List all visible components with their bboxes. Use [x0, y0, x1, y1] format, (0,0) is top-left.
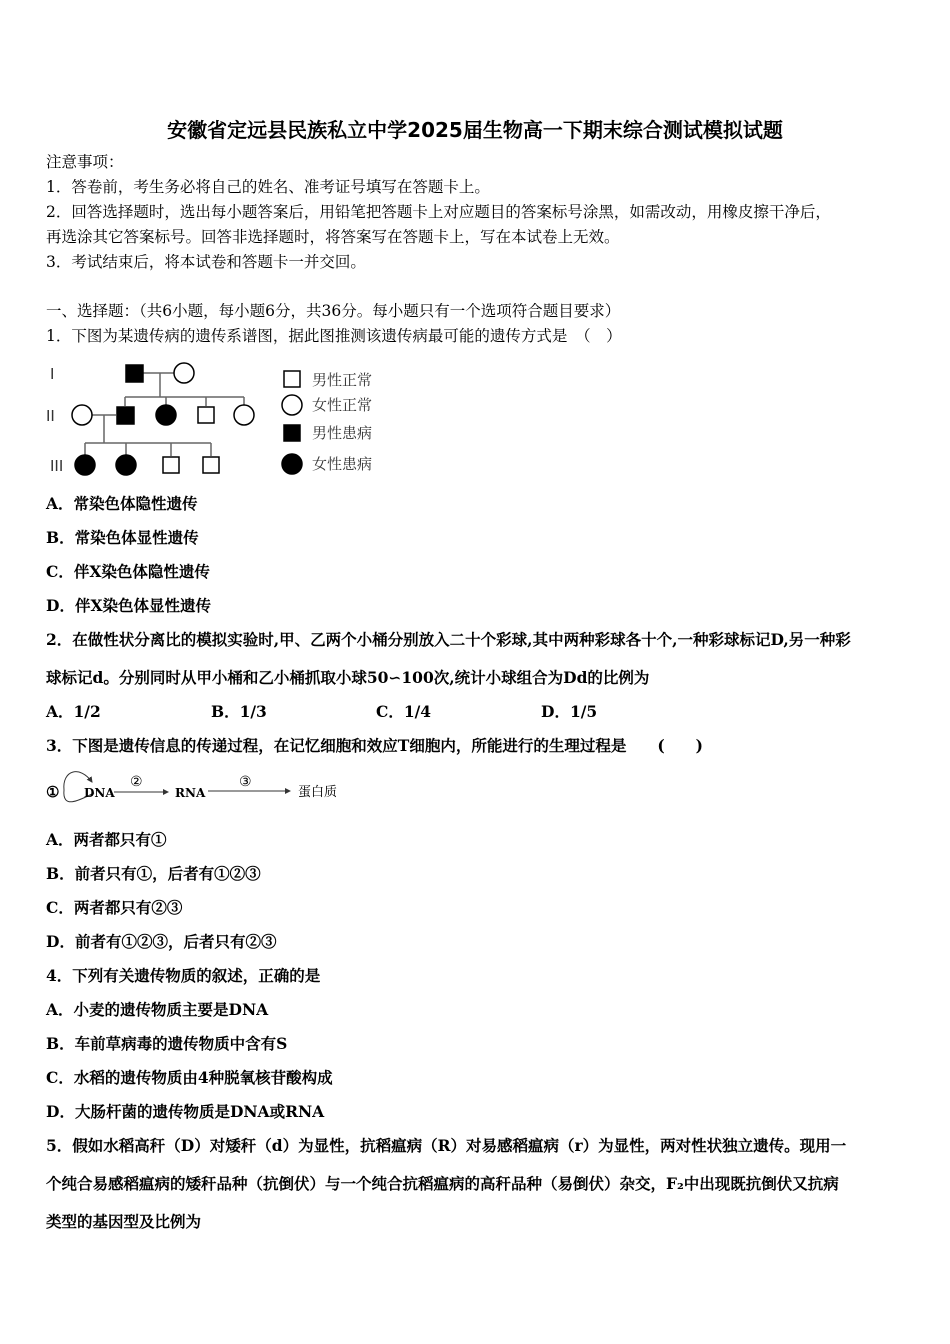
- legend-label: 男性患病: [312, 424, 373, 442]
- legend-label: 女性正常: [312, 396, 373, 414]
- q3-option: B．前者只有①，后者有①②③: [46, 864, 261, 883]
- notice-item: 2．回答选择题时，选出每小题答案后，用铅笔把答题卡上对应题目的答案标号涂黑，如需改动，用橡皮擦干净后，: [46, 203, 831, 221]
- affected-female: [156, 405, 176, 425]
- q3-option: C．两者都只有②③: [46, 898, 183, 917]
- q4-stem: 4．下列有关遗传物质的叙述，正确的是: [46, 966, 321, 985]
- protein-label: 蛋白质: [298, 785, 338, 800]
- q4-option: C．水稻的遗传物质由4种脱氧核苷酸构成: [46, 1068, 333, 1087]
- affected-male: [117, 407, 134, 424]
- dna-label: DNA: [84, 786, 115, 800]
- q2-stem: 2．在做性状分离比的模拟实验时,甲、乙两个小桶分别放入二十个彩球,其中两种彩球各十个,一种彩球标记D,另一种彩: [46, 630, 851, 649]
- gen-label: II: [46, 407, 55, 425]
- normal-male: [203, 457, 219, 473]
- legend-normal-male-icon: [284, 371, 300, 387]
- legend-affected-female-icon: [282, 454, 302, 474]
- pedigree-chart: [46, 363, 372, 475]
- q1-option: A．常染色体隐性遗传: [46, 494, 198, 513]
- affected-female: [75, 455, 95, 475]
- normal-female: [72, 405, 92, 425]
- gen-label: I: [50, 365, 55, 383]
- affected-female: [116, 455, 136, 475]
- central-dogma-diagram: [46, 772, 337, 802]
- q2-option: C．1/4: [376, 702, 432, 721]
- affected-male: [126, 365, 143, 382]
- legend-affected-male-icon: [284, 425, 300, 441]
- q2-stem: 球标记d。分别同时从甲小桶和乙小桶抓取小球50∽100次,统计小球组合为Dd的比例为: [46, 668, 650, 687]
- legend-label: 女性患病: [312, 455, 373, 473]
- normal-male: [198, 407, 214, 423]
- q5-stem: 类型的基因型及比例为: [46, 1212, 202, 1231]
- q1-option: B．常染色体显性遗传: [46, 528, 199, 547]
- q1-option: D．伴X染色体显性遗传: [46, 596, 211, 615]
- notice-item: 1．答卷前，考生务必将自己的姓名、准考证号填写在答题卡上。: [46, 178, 490, 196]
- q1-option: C．伴X染色体隐性遗传: [46, 562, 210, 581]
- q2-option: D．1/5: [541, 702, 598, 721]
- label-2: ②: [130, 774, 143, 790]
- q2-option: B．1/3: [211, 702, 267, 721]
- label-3: ③: [239, 774, 252, 790]
- q5-stem: 个纯合易感稻瘟病的矮秆品种（抗倒伏）与一个纯合抗稻瘟病的高秆品种（易倒伏）杂交，F₂中出现既抗倒伏又抗病: [46, 1174, 839, 1193]
- q4-option: A．小麦的遗传物质主要是DNA: [46, 1000, 269, 1019]
- legend-label: 男性正常: [312, 371, 373, 389]
- normal-female: [174, 363, 194, 383]
- q3-option: D．前者有①②③，后者只有②③: [46, 932, 277, 951]
- label-1: ①: [46, 783, 60, 801]
- gen-label: III: [50, 457, 64, 475]
- section-heading: 一、选择题：（共6小题，每小题6分，共36分。每小题只有一个选项符合题目要求）: [46, 302, 621, 320]
- q4-option: D．大肠杆菌的遗传物质是DNA或RNA: [46, 1102, 325, 1121]
- page-title: 安徽省定远县民族私立中学2025届生物高一下期末综合测试模拟试题: [167, 118, 783, 142]
- q3-stem: 3．下图是遗传信息的传递过程，在记忆细胞和效应T细胞内，所能进行的生理过程是 ( ): [46, 736, 703, 755]
- q5-stem: 5．假如水稻高秆（D）对矮秆（d）为显性，抗稻瘟病（R）对易感稻瘟病（r）为显性，两对性状独立遗传。现用一: [46, 1136, 847, 1155]
- q4-option: B．车前草病毒的遗传物质中含有S: [46, 1034, 288, 1053]
- notice-item: 再选涂其它答案标号。回答非选择题时，将答案写在答题卡上，写在本试卷上无效。: [46, 228, 620, 246]
- legend-normal-female-icon: [282, 395, 302, 415]
- q2-option: A．1/2: [46, 702, 101, 721]
- notice-item: 3．考试结束后，将本试卷和答题卡一并交回。: [46, 253, 366, 271]
- normal-male: [163, 457, 179, 473]
- notice-heading: 注意事项：: [46, 153, 124, 171]
- rna-label: RNA: [175, 786, 206, 800]
- q1-stem: 1．下图为某遗传病的遗传系谱图，据此图推测该遗传病最可能的遗传方式是 （ ）: [46, 327, 622, 345]
- normal-female: [234, 405, 254, 425]
- q3-option: A．两者都只有①: [46, 830, 167, 849]
